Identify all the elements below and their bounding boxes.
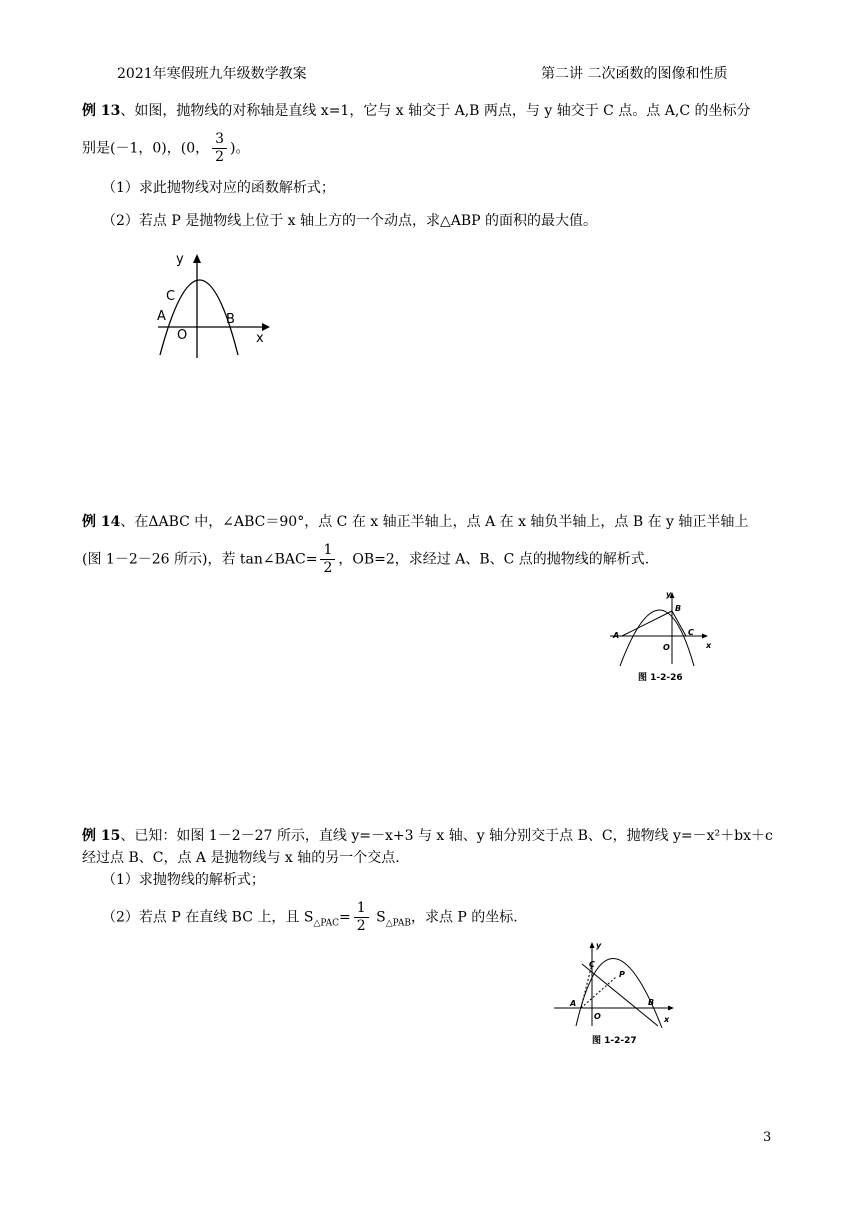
ex14-text1: 、在ΔABC 中，∠ABC＝90°，点 C 在 x 轴正半轴上，点 A 在 x 轴负半轴上，点 B 在 y 轴正半轴上 <box>120 514 749 530</box>
ex15-label-c: C <box>589 960 595 969</box>
ex15-label-b: B <box>648 998 655 1007</box>
ex15-label-o: O <box>594 1012 601 1021</box>
ex14-line1 <box>82 512 748 532</box>
ex14-label: 例 14 <box>82 514 121 530</box>
ex14-label-b: B <box>675 604 682 613</box>
ex13-label-x: x <box>256 331 264 346</box>
ex15-line2: 经过点 B、C，点 A 是抛物线与 x 轴的另一个交点. <box>82 850 400 866</box>
ex13-line1 <box>82 101 750 121</box>
ex15-x-arrow <box>668 1006 674 1011</box>
ex13-label-o: O <box>177 328 188 343</box>
ex14-label-o: O <box>663 643 670 652</box>
ex15-question-2 <box>102 900 518 935</box>
ex14-text2-post: ，OB=2，求经过 A、B、C 点的抛物线的解析式. <box>338 551 650 568</box>
ex13-label-b: B <box>226 312 235 327</box>
ex14-figure <box>608 588 718 688</box>
ex15-caption: 图 1-2-27 <box>592 1036 637 1046</box>
ex13-figure <box>154 250 274 360</box>
ex13-label-a: A <box>157 309 166 324</box>
ex13-text1: 、如图，抛物线的对称轴是直线 x=1，它与 x 轴交于 A,B 两点，与 y 轴交于 C 点。点 A,C 的坐标分 <box>120 103 751 119</box>
ex15-figure <box>552 940 682 1050</box>
ex15-q2-eq: = <box>338 909 351 926</box>
ex13-label-y: y <box>176 252 184 267</box>
ex15-dashed-ap <box>581 977 616 1008</box>
ex13-label: 例 13 <box>82 103 121 119</box>
ex15-q2-sub1: △PAC <box>313 918 339 929</box>
ex13-text2-post: )。 <box>230 140 250 157</box>
ex13-text2-pre: 别是(－1，0)，(0， <box>82 140 210 157</box>
ex13-line2 <box>82 131 250 166</box>
page-number: 3 <box>763 1130 772 1145</box>
ex15-frac-num: 1 <box>354 900 369 918</box>
ex14-label-x: x <box>706 641 712 650</box>
ex13-frac-den: 2 <box>215 149 225 165</box>
ex14-caption: 图 1-2-26 <box>638 673 683 683</box>
ex14-fraction <box>320 542 335 577</box>
ex15-label-p: P <box>619 970 625 979</box>
ex14-segment-ab <box>622 611 672 636</box>
ex14-text2-pre: (图 1－2－26 所示)，若 tan∠BAC= <box>82 551 318 568</box>
ex14-label-y: y <box>666 590 672 599</box>
ex15-y-arrow <box>590 942 595 948</box>
ex14-frac-den: 2 <box>323 560 333 576</box>
ex15-question-1: （1）求抛物线的解析式； <box>102 872 265 888</box>
ex15-frac-den: 2 <box>356 918 366 934</box>
ex15-label: 例 15 <box>82 828 121 844</box>
ex15-q2-sub2: △PAB <box>385 918 411 929</box>
ex13-question-1: （1）求此抛物线对应的函数解析式； <box>102 180 335 196</box>
ex14-label-a: A <box>613 631 620 640</box>
ex13-frac-num: 3 <box>212 131 227 149</box>
ex15-fraction <box>354 900 369 935</box>
ex15-label-a: A <box>570 999 577 1008</box>
ex14-label-c: C <box>688 628 694 637</box>
ex15-q2-post: ，求点 P 的坐标. <box>410 909 518 926</box>
ex15-text1: 、已知：如图 1－2－27 所示，直线 y=－x+3 与 x 轴、y 轴分别交于点 B、C，抛物线 y=－x²＋bx＋c <box>120 828 773 844</box>
ex15-q2-s2: S <box>371 909 386 926</box>
ex13-question-2: （2）若点 P 是抛物线上位于 x 轴上方的一个动点，求△ABP 的面积的最大值。 <box>102 213 598 229</box>
ex15-label-x: x <box>664 1015 670 1024</box>
ex14-segment-bc <box>672 611 686 636</box>
ex15-label-y: y <box>596 941 602 950</box>
header-left: 2021年寒假班九年级数学教案 <box>117 66 307 82</box>
ex15-line1 <box>82 826 773 846</box>
ex13-fraction <box>212 131 227 166</box>
ex15-q2-pre: （2）若点 P 在直线 BC 上，且 S <box>102 909 314 926</box>
ex14-frac-num: 1 <box>320 542 335 560</box>
header-right: 第二讲 二次函数的图像和性质 <box>541 66 728 82</box>
ex14-line2 <box>82 542 649 577</box>
ex13-x-arrow <box>262 323 270 331</box>
ex13-y-arrow <box>193 254 201 263</box>
ex13-label-c: C <box>166 289 176 304</box>
ex14-x-arrow <box>702 634 708 639</box>
